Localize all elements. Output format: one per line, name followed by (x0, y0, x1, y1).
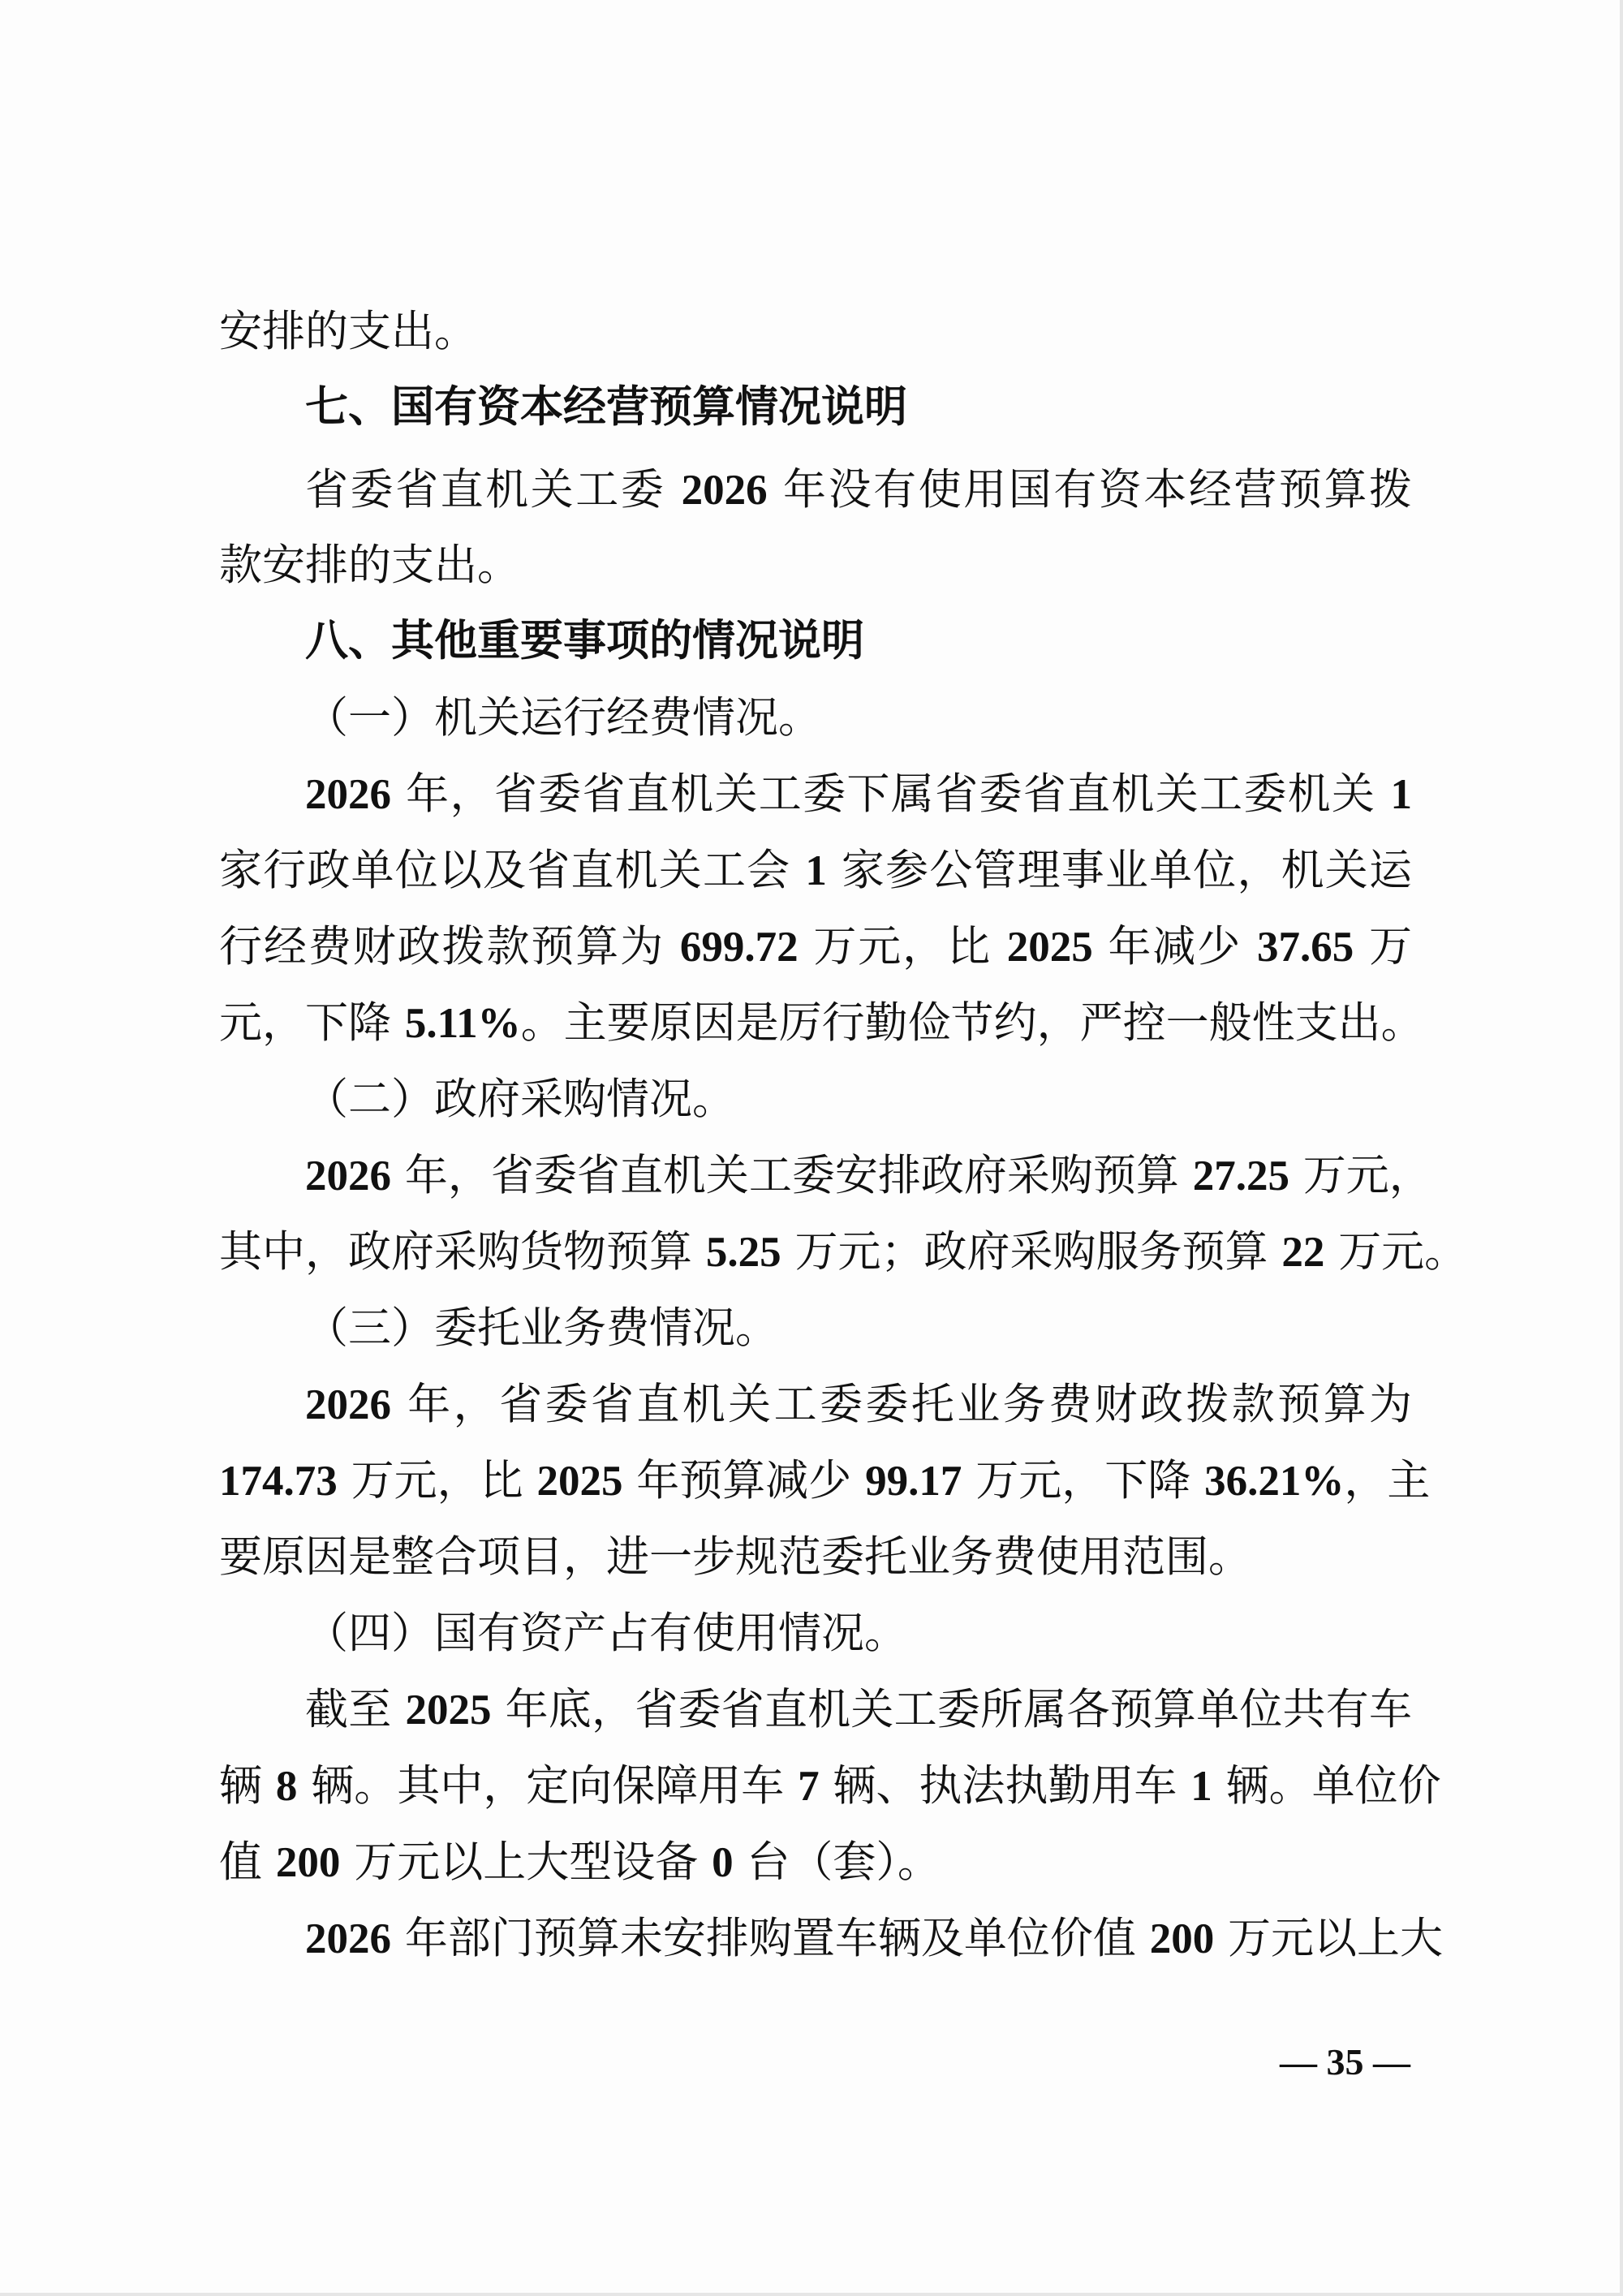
paragraph-line: 安排的支出。 (219, 307, 477, 356)
subsection-heading-4: （四）国有资产占有使用情况。 (305, 1609, 907, 1658)
paragraph-line: 2026 年，省委省直机关工委委托业务费财政拨款预算为 (305, 1380, 1412, 1429)
paragraph-line: 辆 8 辆。其中，定向保障用车 7 辆、执法执勤用车 1 辆。单位价 (219, 1761, 1441, 1811)
paragraph-line: 值 200 万元以上大型设备 0 台（套）。 (219, 1837, 941, 1887)
paragraph-line: 174.73 万元，比 2025 年预算减少 99.17 万元，下降 36.21%，主 (219, 1456, 1431, 1506)
section-heading-8: 八、其他重要事项的情况说明 (305, 616, 864, 666)
paragraph-line: 家行政单位以及省直机关工会 1 家参公管理事业单位，机关运 (219, 846, 1412, 895)
paragraph-line: 行经费财政拨款预算为 699.72 万元，比 2025 年减少 37.65 万 (219, 922, 1412, 971)
paragraph-line: 元，下降 5.11%。主要原因是厉行勤俭节约，严控一般性支出。 (219, 998, 1424, 1048)
page-number: — 35 — (1280, 2041, 1410, 2083)
subsection-heading-3: （三）委托业务费情况。 (305, 1303, 778, 1353)
paragraph-line: 2026 年，省委省直机关工委下属省委省直机关工委机关 1 (305, 769, 1412, 819)
paragraph-line: 要原因是整合项目，进一步规范委托业务费使用范围。 (219, 1532, 1251, 1582)
paragraph-line: 省委省直机关工委 2026 年没有使用国有资本经营预算拨 (305, 465, 1412, 515)
subsection-heading-1: （一）机关运行经费情况。 (305, 693, 821, 743)
section-heading-7: 七、国有资本经营预算情况说明 (305, 382, 907, 432)
paragraph-line: 款安排的支出。 (219, 541, 520, 590)
paragraph-line: 2026 年部门预算未安排购置车辆及单位价值 200 万元以上大 (305, 1914, 1444, 1963)
paragraph-line: 截至 2025 年底，省委省直机关工委所属各预算单位共有车 (305, 1685, 1412, 1734)
paragraph-line: 其中，政府采购货物预算 5.25 万元；政府采购服务预算 22 万元。 (219, 1227, 1468, 1277)
subsection-heading-2: （二）政府采购情况。 (305, 1075, 735, 1124)
paragraph-line: 2026 年，省委省直机关工委安排政府采购预算 27.25 万元， (305, 1151, 1432, 1200)
